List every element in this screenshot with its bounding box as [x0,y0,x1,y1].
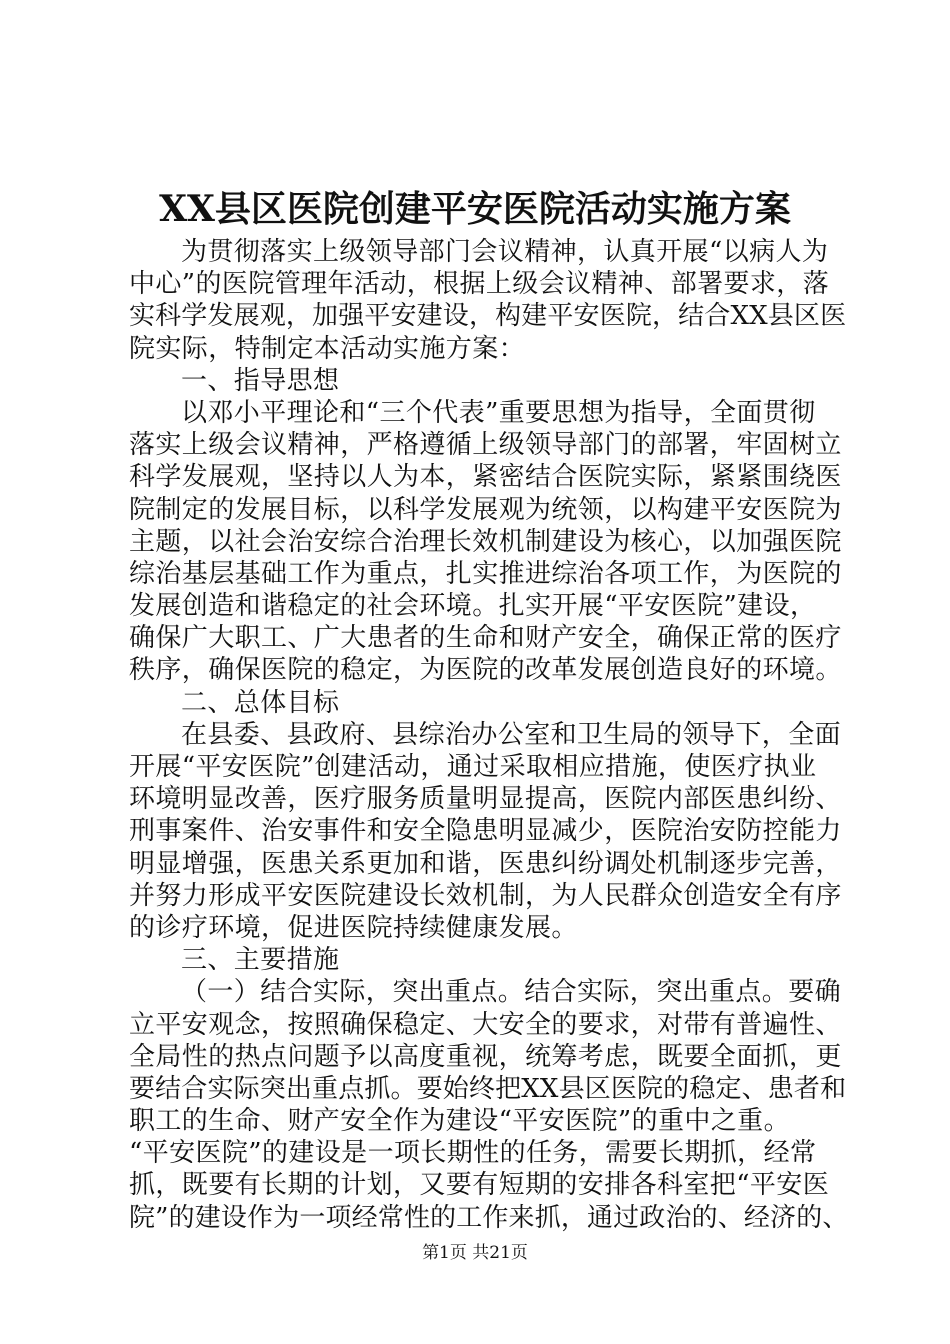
body-line: 二、总体目标 [181,687,340,718]
body-line: 落实上级会议精神，严格遵循上级领导部门的部署，牢固树立 [129,430,842,461]
body-line: 发展创造和谐稳定的社会环境。扎实开展“平安医院”建设， [129,591,817,622]
body-line: 三、主要措施 [181,945,340,976]
body-line: 抓，既要有长期的计划，又要有短期的安排各科室把“平安医 [129,1170,830,1201]
body-line: 以邓小平理论和“三个代表”重要思想为指导，全面贯彻 [181,397,816,428]
body-line: 职工的生命、财产安全作为建设“平安医院”的重中之重。 [129,1106,790,1137]
body-line: 要结合实际突出重点抓。要始终把XX县区医院的稳定、患者和 [129,1073,847,1104]
body-line: 主题，以社会治安综合治理长效机制建设为核心，以加强医院 [129,526,842,557]
body-line: 立平安观念，按照确保稳定、大安全的要求，对带有普遍性、 [129,1009,842,1040]
body-line: 在县委、县政府、县综治办公室和卫生局的领导下，全面 [181,719,842,750]
body-line: 院制定的发展目标，以科学发展观为统领，以构建平安医院为 [129,494,842,525]
body-line: 院”的建设作为一项经常性的工作来抓，通过政治的、经济的、 [129,1202,849,1233]
body-line: 确保广大职工、广大患者的生命和财产安全，确保正常的医疗 [129,623,842,654]
body-line: （一）结合实际，突出重点。结合实际，突出重点。要确 [181,977,842,1008]
body-line: 开展“平安医院”创建活动，通过采取相应措施，使医疗执业 [129,752,817,782]
body-line: 的诊疗环境，促进医院持续健康发展。 [129,912,578,943]
body-line: 环境明显改善，医疗服务质量明显提高，医院内部医患纠纷、 [129,784,842,815]
body-line: 实科学发展观，加强平安建设，构建平安医院，结合XX县区医 [129,301,847,332]
document-title: XX县区医院创建平安医院活动实施方案 [159,188,791,230]
body-line: 秩序，确保医院的稳定，为医院的改革发展创造良好的环境。 [129,655,842,686]
document-body [129,236,849,1234]
body-line: 中心”的医院管理年活动，根据上级会议精神、部署要求，落 [129,269,830,300]
body-line: “平安医院”的建设是一项长期性的任务，需要长期抓，经常 [129,1138,817,1169]
body-line: 明显增强，医患关系更加和谐，医患纠纷调处机制逐步完善， [129,848,842,879]
page-footer: 第1页 共21页 [422,1243,528,1263]
body-line: 刑事案件、治安事件和安全隐患明显减少，医院治安防控能力 [129,816,842,847]
body-line: 一、指导思想 [181,365,340,396]
body-line: 并努力形成平安医院建设长效机制，为人民群众创造安全有序 [129,880,842,911]
body-line: 院实际，特制定本活动实施方案： [129,333,526,364]
body-line: 为贯彻落实上级领导部门会议精神，认真开展“以病人为 [181,237,829,267]
body-line: 综治基层基础工作为重点，扎实推进综治各项工作，为医院的 [129,558,842,589]
body-line: 科学发展观，坚持以人为本，紧密结合医院实际，紧紧围绕医 [129,462,842,493]
body-line: 全局性的热点问题予以高度重视，统筹考虑，既要全面抓，更 [129,1041,842,1072]
